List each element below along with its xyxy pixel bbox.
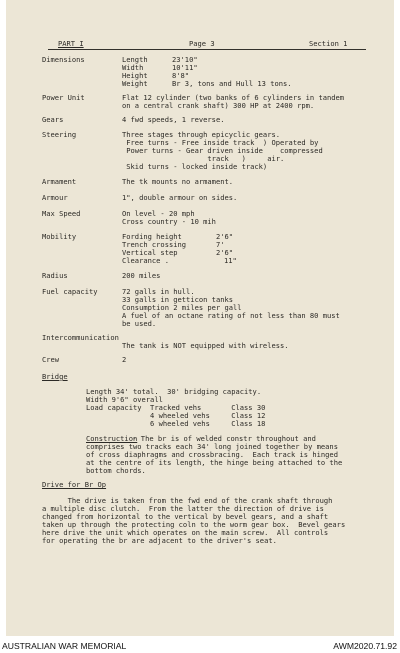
dimensions-value: 10'11" [172,63,198,72]
drive-line: The drive is taken from the fwd end of the crank shaft through [42,496,333,505]
drive-heading: Drive for Br Op [42,480,107,489]
construction-line: at the centre of its length, the hinge being attached to the [86,458,343,467]
construction-line: of cross diaphragms and crossbracing. Each track is hinged [86,450,338,459]
dimensions-key: Length [122,55,148,64]
fuel-line: be used. [122,319,157,328]
steering-line: Free turns - Free inside track ) Operated by [122,138,319,147]
power-unit-line: Flat 12 cylinder (two banks of 6 cylinders in tandem [122,93,345,102]
steering-line: Three stages through epicyclic gears. [122,130,281,139]
dimensions-label: Dimensions [42,55,85,64]
mobility-value: 7' [216,240,225,249]
construction-line: comprises two tracks each 34' long joined together by means [86,442,338,451]
armament-label: Armament [42,177,77,186]
max-speed-line: On level - 20 mph [122,209,195,218]
steering-line: track ) air. [122,154,285,163]
construction-label: Construction [86,434,138,443]
max-speed-line: Cross country - 10 mih [122,217,216,226]
mobility-value: 11" [224,256,237,265]
page-number: Page 3 [189,39,215,48]
drive-line: a multiple disc clutch. From the latter the direction of drive is [42,504,324,513]
armament-value: The tk mounts no armament. [122,177,234,186]
fuel-label: Fuel capacity [42,287,98,296]
mobility-key: Trench crossing [122,240,187,249]
fuel-line: A fuel of an octane rating of not less than 80 must [122,311,340,320]
steering-line: Power turns - Gear driven inside compressed [122,146,323,155]
mobility-key: Fording height [122,232,182,241]
dimensions-key: Width [122,63,144,72]
dimensions-value: Br 3, tons and Hull 13 tons. [172,79,292,88]
power-unit-label: Power Unit [42,93,85,102]
bridge-line: 4 wheeled vehs Class 12 [86,411,266,420]
power-unit-line: on a central crank shaft) 300 HP at 2400 rpm. [122,101,315,110]
crew-value: 2 [122,355,127,364]
drive-line: here drive the unit which operates on the main screw. All controls [42,528,329,537]
construction-line: bottom chords. [86,466,146,475]
gears-value: 4 fwd speeds, 1 reverse. [122,115,225,124]
fuel-line: 33 galls in getticon tanks [122,295,234,304]
bridge-line: Load capacity Tracked vehs Class 30 [86,403,266,412]
radius-label: Radius [42,271,68,280]
dimensions-value: 23'10" [172,55,198,64]
bridge-line: Length 34' total. 30' bridging capacity. [86,387,262,396]
intercom-label: Intercommunication [42,333,119,342]
crew-label: Crew [42,355,60,364]
fuel-line: 72 galls in hull. [122,287,195,296]
part-label: PART I [58,39,84,48]
gears-label: Gears [42,115,64,124]
steering-label: Steering [42,130,77,139]
armour-label: Armour [42,193,68,202]
drive-line: changed from horizontal to the vertical by bevel gears, and a shaft [42,512,329,521]
intercom-value: The tank is NOT equipped with wireless. [122,341,289,350]
fuel-line: Consumption 2 miles per gall [122,303,242,312]
dimensions-value: 8'8" [172,71,190,80]
section-label: Section 1 [309,39,348,48]
mobility-label: Mobility [42,232,77,241]
bridge-line: 6 wheeled vehs Class 18 [86,419,266,428]
footer-accession-number: AWM2020.71.92 [333,641,397,651]
drive-line: for operating the br are adjacent to the driver's seat. [42,536,277,545]
max-speed-label: Max Speed [42,209,81,218]
mobility-value: 2'6" [216,248,234,257]
mobility-value: 2'6" [216,232,234,241]
drive-line: taken up through the protecting coln to the worm gear box. Bevel gears [42,520,346,529]
armour-value: 1", double armour on sides. [122,193,238,202]
dimensions-key: Weight [122,79,148,88]
header-rule [48,49,366,50]
construction-line: - The br is of welded constr throughout and [128,434,316,443]
steering-line: Skid turns - locked inside track) [122,162,268,171]
document-page [6,0,394,636]
bridge-heading: Bridge [42,372,68,381]
footer-institution: AUSTRALIAN WAR MEMORIAL [2,641,127,651]
radius-value: 200 miles [122,271,161,280]
mobility-key: Clearance . [122,256,169,265]
dimensions-key: Height [122,71,148,80]
bridge-line: Width 9'6" overall [86,395,163,404]
mobility-key: Vertical step [122,248,178,257]
